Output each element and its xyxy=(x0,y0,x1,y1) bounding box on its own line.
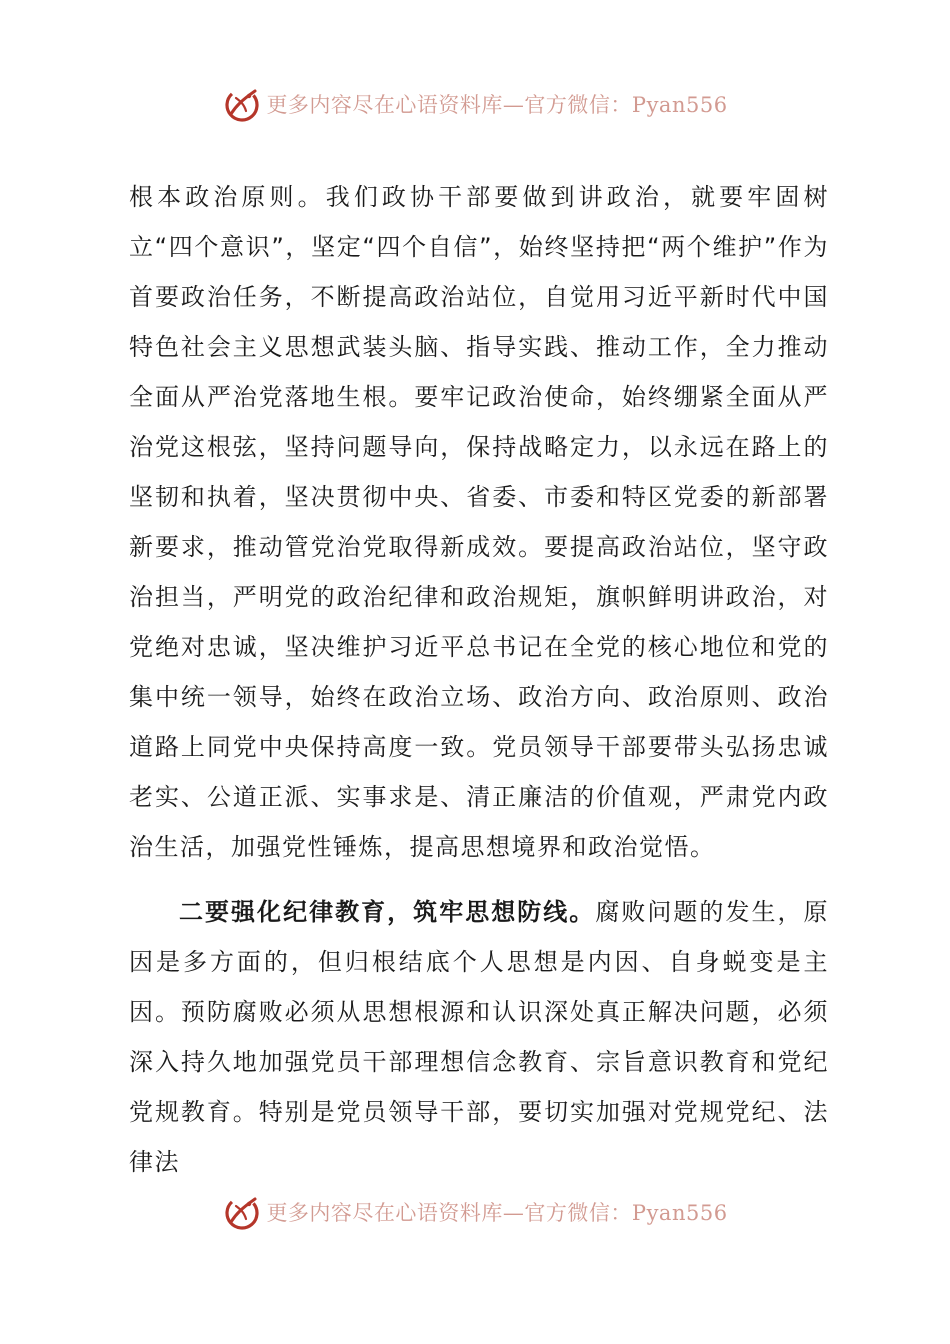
footer-banner-text: 更多内容尽在心语资料库—官方微信：Pyan556 xyxy=(266,1201,728,1225)
paragraph-2-text: 腐败问题的发生，原因是多方面的，但归根结底个人思想是内因、自身蜕变是主因。预防腐败必须从思想根源和认识深处真正解决问题，必须深入持久地加强党员干部理想信念教育、宗旨意识教育和党纪党规教育。特别是党员领导干部，要切实加强对党规党纪、法律法 xyxy=(129,898,830,1176)
paragraph-2-lead: 二要强化纪律教育，筑牢思想防线。 xyxy=(179,898,596,926)
calligraphy-brush-logo-icon xyxy=(222,84,262,124)
document-body xyxy=(129,172,829,1187)
calligraphy-brush-logo-icon xyxy=(222,1192,262,1232)
paragraph-1-text: 根本政治原则。我们政协干部要做到讲政治，就要牢固树立“四个意识”，坚定“四个自信”，始终坚持把“两个维护”作为首要政治任务，不断提高政治站位，自觉用习近平新时代中国特色社会主义思想武装头脑、指导实践、推动工作，全力推动全面从严治党落地生根。要牢记政治使命，始终绷紧全面从严治党这根弦，坚持问题导向，保持战略定力，以永远在路上的坚韧和执着，坚决贯彻中央、省委、市委和特区党委的新部署新要求，推动管党治党取得新成效。要提高政治站位，坚守政治担当，严明党的政治纪律和政治规矩，旗帜鲜明讲政治，对党绝对忠诚，坚决维护习近平总书记在全党的核心地位和党的集中统一领导，始终在政治立场、政治方向、政治原则、政治道路上同党中央保持高度一致。党员领导干部要带头弘扬忠诚老实、公道正派、实事求是、清正廉洁的价值观，严肃党内政治生活，加强党性锤炼，提高思想境界和政治觉悟。 xyxy=(129,183,829,861)
paragraph-2 xyxy=(129,887,829,1187)
paragraph-1 xyxy=(129,172,829,872)
header-banner-text: 更多内容尽在心语资料库—官方微信：Pyan556 xyxy=(266,93,728,117)
header-banner xyxy=(0,82,950,126)
footer-banner xyxy=(0,1190,950,1234)
